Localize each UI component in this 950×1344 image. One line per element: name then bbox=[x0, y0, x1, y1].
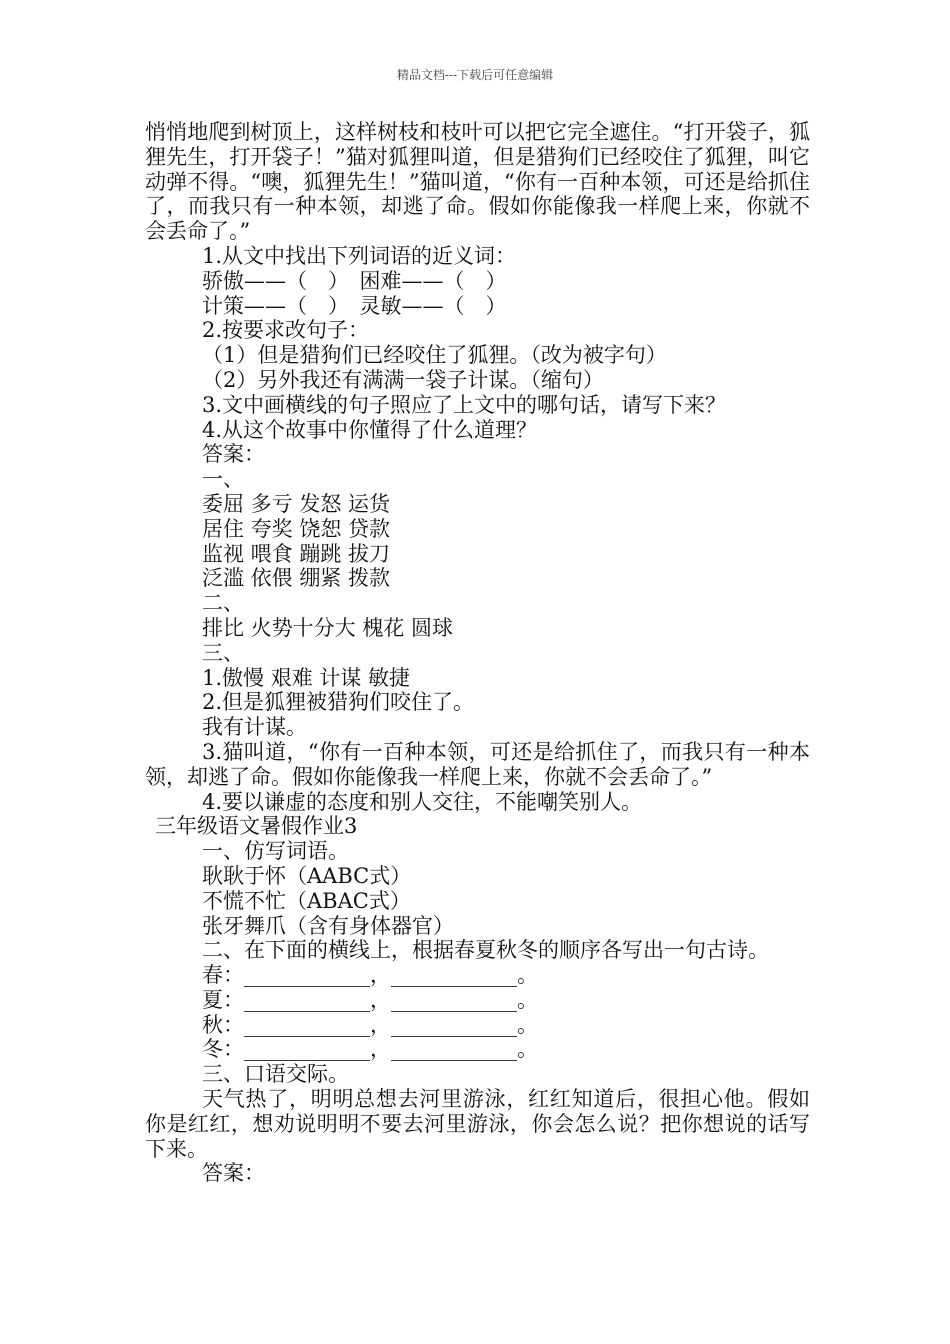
text-paragraph: 悄悄地爬到树顶上，这样树枝和枝叶可以把它完全遮住。“打开袋子，狐狸先生，打开袋子！”猫对狐狸叫道，但是猎狗们已经咬住了狐狸，叫它动弹不得。“噢，狐狸先生！”猫叫道，“你有一百种本领，可还是给抓住了，而我只有一种本领，却逃了命。假如你能像我一样爬上来，你就不会丢命了。” bbox=[145, 120, 810, 244]
text-line: 不慌不忙（ABAC式） bbox=[202, 888, 411, 913]
text-line: 一、仿写词语。 bbox=[202, 839, 349, 864]
text-line: 监视 喂食 蹦跳 拔刀 bbox=[202, 541, 391, 566]
text-line: 一、 bbox=[202, 467, 244, 492]
page-header: 精品文档---下载后可任意编辑 bbox=[396, 68, 554, 82]
text-line: 张牙舞爪（含有身体器官） bbox=[202, 913, 454, 938]
text-line: 二、 bbox=[202, 591, 244, 616]
text-line: 我有计谋。 bbox=[202, 715, 307, 740]
text-paragraph: 天气热了，明明总想去河里游泳，红红知道后，很担心他。假如你是红红，想劝说明明不要去河里游泳，你会怎么说？把你想说的话写下来。 bbox=[145, 1087, 810, 1161]
text-line: 答案： bbox=[202, 1161, 265, 1186]
text-line: 夏：____________，____________。 bbox=[202, 987, 538, 1012]
text-line: 二、在下面的横线上，根据春夏秋冬的顺序各写出一句古诗。 bbox=[202, 938, 769, 963]
text-line: 耿耿于怀（AABC式） bbox=[202, 863, 412, 888]
text-line: 春：____________，____________。 bbox=[202, 963, 538, 988]
text-line: 4.从这个故事中你懂得了什么道理？ bbox=[202, 417, 538, 442]
text-line: 答案： bbox=[202, 442, 265, 467]
text-line: 秋：____________，____________。 bbox=[202, 1012, 538, 1037]
text-line: 1.傲慢 艰难 计谋 敏捷 bbox=[202, 665, 411, 690]
text-line: 三年级语文暑假作业3 bbox=[155, 814, 358, 839]
text-line: （1）但是猎狗们已经咬住了狐狸。（改为被字句） bbox=[202, 343, 667, 368]
text-line: 1.从文中找出下列词语的近义词： bbox=[202, 243, 517, 268]
text-line: 委屈 多亏 发怒 运货 bbox=[202, 491, 391, 516]
text-line: 3.文中画横线的句子照应了上文中的哪句话，请写下来？ bbox=[202, 392, 727, 417]
text-line: 三、口语交际。 bbox=[202, 1062, 349, 1087]
text-line: 排比 火势十分大 槐花 圆球 bbox=[202, 615, 454, 640]
document-body bbox=[145, 120, 810, 1186]
text-line: 2.按要求改句子： bbox=[202, 318, 370, 343]
text-line: 泛滥 依偎 绷紧 拨款 bbox=[202, 566, 391, 591]
text-line: 冬：____________，____________。 bbox=[202, 1037, 538, 1062]
text-line: 三、 bbox=[202, 640, 244, 665]
text-line: 4.要以谦虚的态度和别人交往，不能嘲笑别人。 bbox=[202, 789, 643, 814]
text-paragraph: 3.猫叫道，“你有一百种本领，可还是给抓住了，而我只有一种本领，却逃了命。假如你能像我一样爬上来，你就不会丢命了。” bbox=[145, 739, 810, 789]
text-line: 居住 夸奖 饶恕 贷款 bbox=[202, 516, 391, 541]
text-line: 计策——（ ） 灵敏——（ ） bbox=[202, 293, 507, 318]
text-line: 骄傲——（ ） 困难——（ ） bbox=[202, 268, 507, 293]
text-line: （2）另外我还有满满一袋子计谋。（缩句） bbox=[202, 367, 604, 392]
text-line: 2.但是狐狸被猎狗们咬住了。 bbox=[202, 690, 475, 715]
